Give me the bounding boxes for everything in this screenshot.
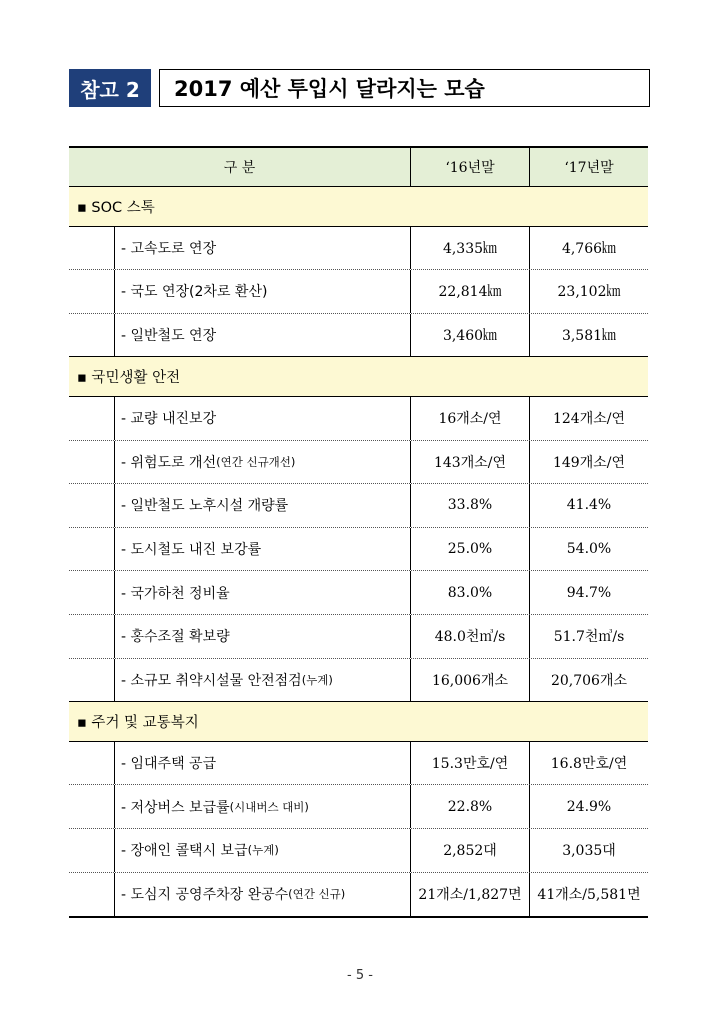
value-2016: 16개소/연 bbox=[410, 397, 529, 440]
indent-cell bbox=[69, 484, 114, 527]
indent-cell bbox=[69, 785, 114, 828]
value-2017: 41개소/5,581면 bbox=[529, 873, 648, 917]
section-label: ▪ 주거 및 교통복지 bbox=[77, 714, 199, 731]
row-label: - 교량 내진보강 bbox=[121, 411, 217, 428]
value-2017: 20,706개소 bbox=[529, 659, 648, 702]
value-2017: 41.4% bbox=[529, 484, 648, 527]
row-label: - 국가하천 정비율 bbox=[121, 585, 230, 602]
table-row bbox=[69, 571, 648, 615]
row-label-cell bbox=[114, 829, 410, 872]
reference-tag: 참고 2 bbox=[69, 69, 151, 107]
table-row bbox=[69, 484, 648, 528]
value-2017: 24.9% bbox=[529, 785, 648, 828]
row-label: - 국도 연장(2차로 환산) bbox=[121, 284, 268, 301]
value-2016: 25.0% bbox=[410, 528, 529, 571]
value-2016: 48.0천㎥/s bbox=[410, 615, 529, 658]
value-2017: 51.7천㎥/s bbox=[529, 615, 648, 658]
header-2017: ‘17년말 bbox=[529, 148, 648, 186]
value-2016: 33.8% bbox=[410, 484, 529, 527]
value-2016: 22,814㎞ bbox=[410, 270, 529, 313]
row-label-cell bbox=[114, 659, 410, 702]
page-title: 2017 예산 투입시 달라지는 모습 bbox=[159, 69, 650, 107]
table-header-row bbox=[69, 148, 648, 187]
row-label-cell bbox=[114, 314, 410, 357]
row-label: - 일반철도 노후시설 개량률 bbox=[121, 498, 289, 515]
table-row bbox=[69, 314, 648, 358]
table-row bbox=[69, 873, 648, 917]
row-note: (연간 신규개선) bbox=[216, 454, 296, 469]
row-label: - 고속도로 연장 bbox=[121, 240, 217, 257]
value-2017: 4,766㎞ bbox=[529, 227, 648, 270]
table-row bbox=[69, 227, 648, 271]
indent-cell bbox=[69, 571, 114, 614]
indent-cell bbox=[69, 227, 114, 270]
header-2016: ‘16년말 bbox=[410, 148, 529, 186]
table-row bbox=[69, 397, 648, 441]
value-2017: 16.8만호/연 bbox=[529, 742, 648, 785]
value-2016: 15.3만호/연 bbox=[410, 742, 529, 785]
row-label-cell bbox=[114, 484, 410, 527]
table-body bbox=[69, 187, 648, 916]
indent-cell bbox=[69, 615, 114, 658]
table-row bbox=[69, 270, 648, 314]
indent-cell bbox=[69, 441, 114, 484]
value-2017: 3,581㎞ bbox=[529, 314, 648, 357]
table-row bbox=[69, 659, 648, 703]
value-2017: 23,102㎞ bbox=[529, 270, 648, 313]
indent-cell bbox=[69, 314, 114, 357]
indent-cell bbox=[69, 659, 114, 702]
page-number: - 5 - bbox=[347, 968, 373, 983]
row-label-cell bbox=[114, 441, 410, 484]
value-2016: 143개소/연 bbox=[410, 441, 529, 484]
value-2017: 94.7% bbox=[529, 571, 648, 614]
row-label-cell bbox=[114, 227, 410, 270]
section-row bbox=[69, 187, 648, 227]
value-2017: 54.0% bbox=[529, 528, 648, 571]
indent-cell bbox=[69, 873, 114, 917]
table-row bbox=[69, 615, 648, 659]
row-label: - 홍수조절 확보량 bbox=[121, 629, 230, 646]
section-row bbox=[69, 702, 648, 742]
indent-cell bbox=[69, 528, 114, 571]
value-2016: 4,335㎞ bbox=[410, 227, 529, 270]
row-label: - 일반철도 연장 bbox=[121, 328, 217, 345]
value-2016: 16,006개소 bbox=[410, 659, 529, 702]
row-label: - 소규모 취약시설물 안전점검 bbox=[121, 672, 302, 689]
value-2016: 22.8% bbox=[410, 785, 529, 828]
value-2016: 3,460㎞ bbox=[410, 314, 529, 357]
indent-cell bbox=[69, 829, 114, 872]
row-label-cell bbox=[114, 571, 410, 614]
header-category: 구 분 bbox=[223, 160, 256, 176]
row-note: (누계) bbox=[247, 843, 279, 858]
table-row bbox=[69, 742, 648, 786]
value-2017: 124개소/연 bbox=[529, 397, 648, 440]
value-2017: 149개소/연 bbox=[529, 441, 648, 484]
section-label: ▪ 국민생활 안전 bbox=[77, 370, 181, 387]
title-bar bbox=[69, 69, 650, 107]
table-row bbox=[69, 528, 648, 572]
row-label: - 임대주택 공급 bbox=[121, 756, 217, 773]
row-label-cell bbox=[114, 615, 410, 658]
row-label: - 저상버스 보급률 bbox=[121, 799, 230, 816]
row-label-cell bbox=[114, 742, 410, 785]
row-label-cell bbox=[114, 270, 410, 313]
table-row bbox=[69, 829, 648, 873]
table-row bbox=[69, 785, 648, 829]
row-note: (연간 신규) bbox=[288, 887, 346, 902]
row-label-cell bbox=[114, 785, 410, 828]
table-row bbox=[69, 441, 648, 485]
indent-cell bbox=[69, 397, 114, 440]
value-2016: 2,852대 bbox=[410, 829, 529, 872]
row-note: (누계) bbox=[301, 672, 333, 687]
value-2017: 3,035대 bbox=[529, 829, 648, 872]
value-2016: 83.0% bbox=[410, 571, 529, 614]
row-label: - 도심지 공영주차장 완공수 bbox=[121, 887, 289, 904]
row-label: - 도시철도 내진 보강률 bbox=[121, 542, 262, 559]
row-label: - 위험도로 개선 bbox=[121, 454, 217, 471]
value-2016: 21개소/1,827면 bbox=[410, 873, 529, 917]
row-label: - 장애인 콜택시 보급 bbox=[121, 843, 248, 860]
row-note: (시내버스 대비) bbox=[229, 799, 309, 814]
indent-cell bbox=[69, 742, 114, 785]
row-label-cell bbox=[114, 528, 410, 571]
row-label-cell bbox=[114, 397, 410, 440]
row-label-cell bbox=[114, 873, 410, 917]
indent-cell bbox=[69, 270, 114, 313]
comparison-table bbox=[69, 146, 648, 918]
section-row bbox=[69, 357, 648, 397]
section-label: ▪ SOC 스톡 bbox=[77, 199, 155, 216]
